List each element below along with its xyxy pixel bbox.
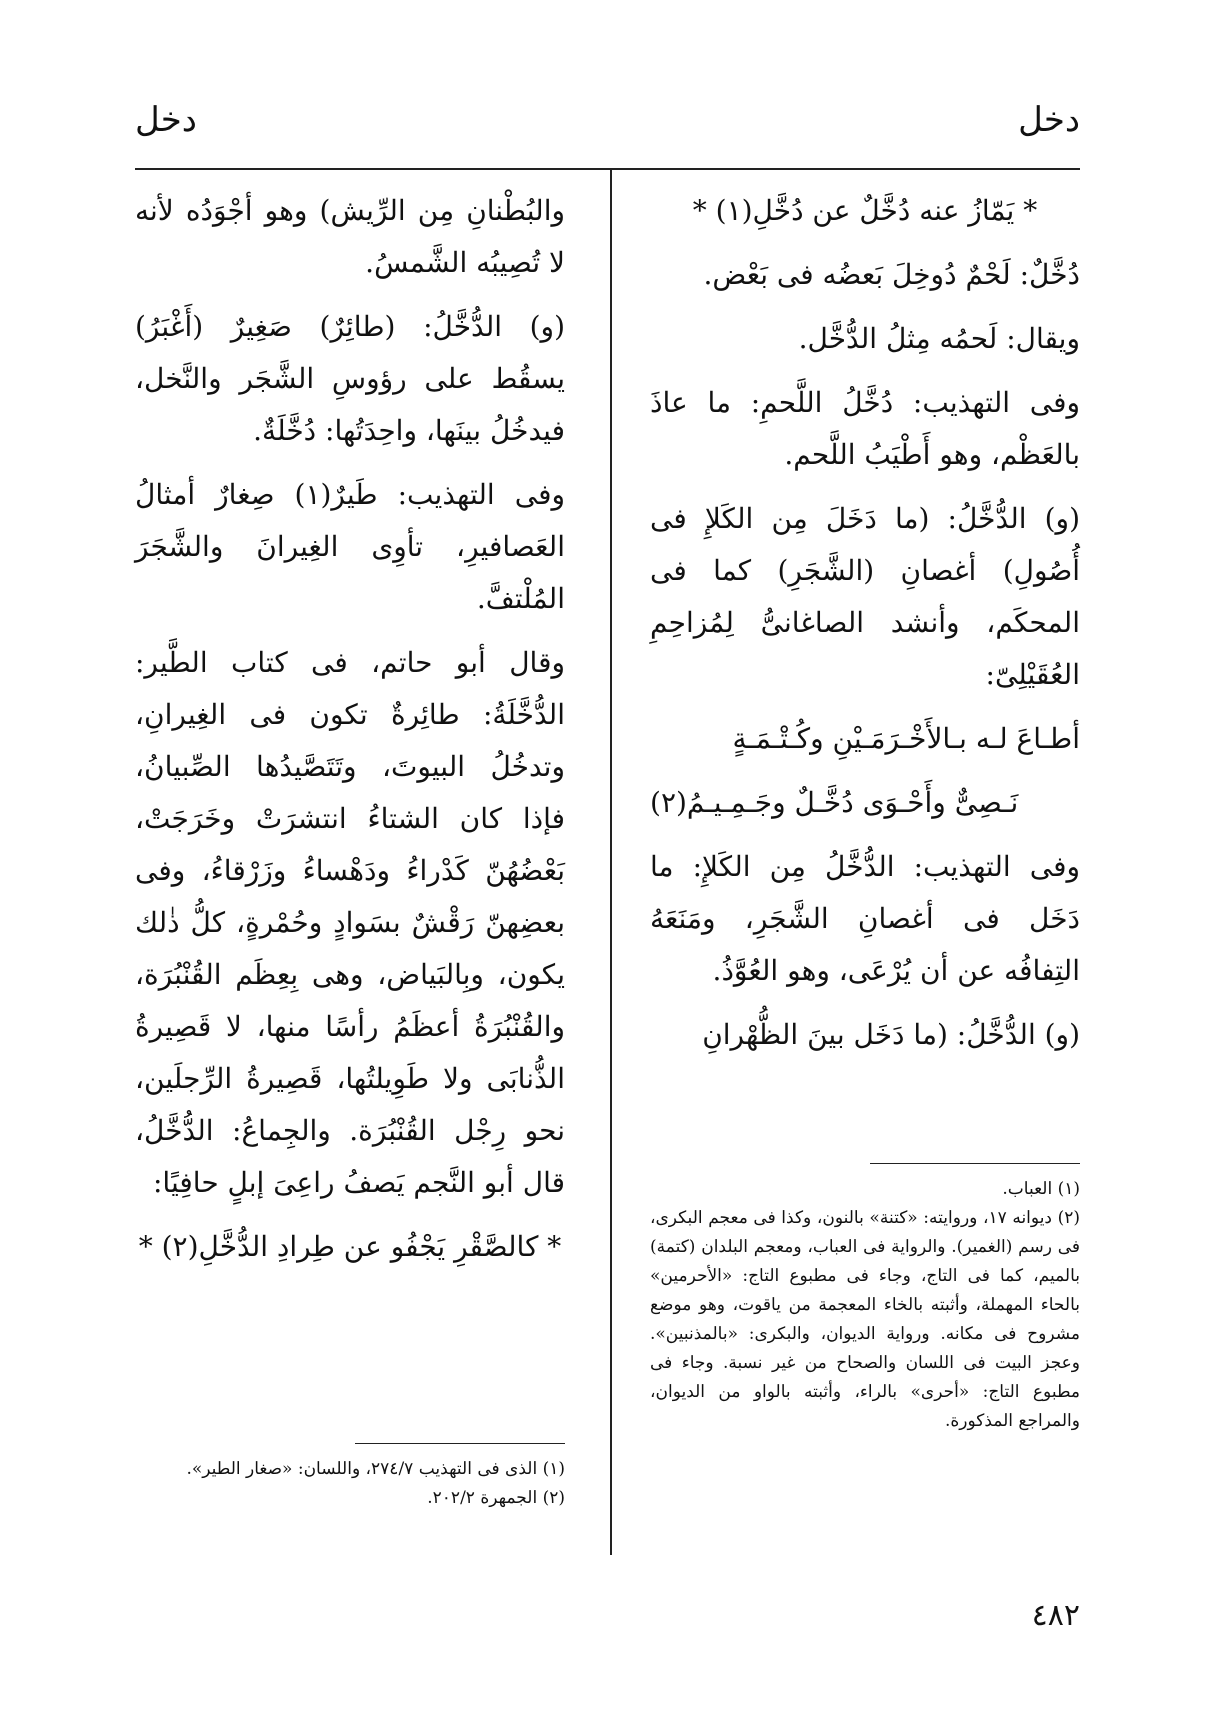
right-column <box>650 185 1080 1073</box>
footnotes-left <box>135 1455 565 1513</box>
footnote: (١) العباب. <box>1002 1179 1080 1199</box>
verse-hemistich-2: نَـصِىٌّ وأَحْـوَى دُخَّـلٌ وجَـمِـيـمُ(٢) <box>650 786 1019 819</box>
paragraph: وفى التهذيب: طَيرٌ(١) صِغارٌ أمثالُ العَصافيرِ، تأوِى الغِيرانَ والشَّجَرَ المُلْتفَّ. <box>135 478 565 615</box>
running-header-right: دخل <box>1018 100 1080 140</box>
paragraph: والبُطْنانِ مِن الرِّيش) وهو أجْوَدُه لأنه لا تُصِيبُه الشَّمسُ. <box>135 194 565 279</box>
footnotes-right <box>650 1175 1080 1436</box>
footnote-rule-left <box>355 1443 565 1444</box>
paragraph: وقال أبو حاتم، فى كتاب الطَّير: الدُّخَّلَةُ: طائِرةٌ تكون فى الغِيرانِ، وتدخُلُ البيوتَ، وتَتَصَّيدُها الصِّبيانُ، فإذا كان الشتاءُ انتشرَتْ وخَرَجَتْ، بَعْضُهُنّ كَدْراءُ ودَهْساءُ وزَرْقاءُ، وفى بعضِهنّ رَقْشٌ بسَوادٍ وحُمْرةٍ، كلُّ ذٰلك يكون، وبِالبَياض، وهى بِعِظَم القُنْبُرَة، والقُنْبُرَةُ أعظَمُ رأسًا منها، لا قَصِيرةُ الذُّنابَى ولا طَوِيلتُها، قَصِيرةُ الرِّجلَين، نحو رِجْل القُنْبُرَة. والجِماعُ: الدُّخَّلُ، قال أبو النَّجم يَصفُ راعِىَ إبلٍ حافِيًا: <box>135 646 565 1199</box>
page-number: ٤٨٢ <box>1031 1598 1080 1633</box>
verse-hemistich-1: أطـاعَ لـه بـالأَخْـرَمَـيْنِ وكُـتْـمَـةٍ <box>732 722 1080 755</box>
footnote: (٢) الجمهرة ٢٠٢/٢. <box>427 1488 565 1508</box>
paragraph: (و) الدُّخَّلُ: (ما دَخَل بينَ الظُّهْرانِ <box>702 1018 1080 1051</box>
running-header-left: دخل <box>135 100 197 140</box>
paragraph: (و) الدُّخَّلُ: (طائِرٌ) صَغِيرٌ (أَغْبَرُ) يسقُط على رؤوسِ الشَّجَر والنَّخل، فيدخُلُ بينَها، واحِدَتُها: دُخَّلَةٌ. <box>135 310 565 447</box>
left-column <box>135 185 565 1285</box>
footnote-rule-right <box>870 1163 1080 1164</box>
footnote: (١) الذى فى التهذيب ٢٧٤/٧، واللسان: «صغار الطير». <box>186 1459 565 1479</box>
paragraph: دُخَّلٌ: لَحْمٌ دُوخِلَ بَعضُه فى بَعْض. <box>703 258 1080 291</box>
verse-line: * يَمّازُ عنه دُخَّلٌ عن دُخَّلِ(١) * <box>692 194 1038 227</box>
paragraph: وفى التهذيب: الدُّخَّلُ مِن الكَلإِ: ما دَخَل فى أغصانِ الشَّجَرِ، ومَنَعَهُ التِفافُه عن أن يُرْعَى، وهو العُوَّذُ. <box>650 850 1080 987</box>
paragraph: ويقال: لَحمُه مِثلُ الدُّخَّل. <box>798 322 1080 355</box>
header-rule <box>135 168 1080 170</box>
paragraph: (و) الدُّخَّلُ: (ما دَخَلَ مِن الكَلإِ فى أُصُولِ) أغصانِ (الشَّجَرِ) كما فى المحكَم، وأنشد الصاغانىُّ لِمُزاحِمِ العُقَيْلِىّ: <box>650 502 1080 691</box>
verse-line: * كالصَّقْرِ يَجْفُو عن طِرادِ الدُّخَّلِ(٢) * <box>138 1230 562 1263</box>
footnote: (٢) ديوانه ١٧، وروايته: «كتنة» بالنون، وكذا فى معجم البكرى، فى رسم (الغمير). والرواية فى العباب، ومعجم البلدان (كتمة) بالميم، كما فى التاج، وجاء فى مطبوع التاج: «الأحرمين» بالحاء المهملة، وأثبته بالخاء المعجمة من ياقوت، وهو موضع مشروح فى مكانه. ورواية الديوان، والبكرى: «بالمذنبين». وعجز البيت فى اللسان والصحاح من غير نسبة. وجاء فى مطبوع التاج: «أحرى» بالراء، وأثبته بالواو من الديوان، والمراجع المذكورة. <box>650 1208 1081 1431</box>
column-divider <box>610 170 612 1555</box>
paragraph: وفى التهذيب: دُخَّلُ اللَّحمِ: ما عاذَ بالعَظْم، وهو أَطْيَبُ اللَّحم. <box>650 386 1080 471</box>
